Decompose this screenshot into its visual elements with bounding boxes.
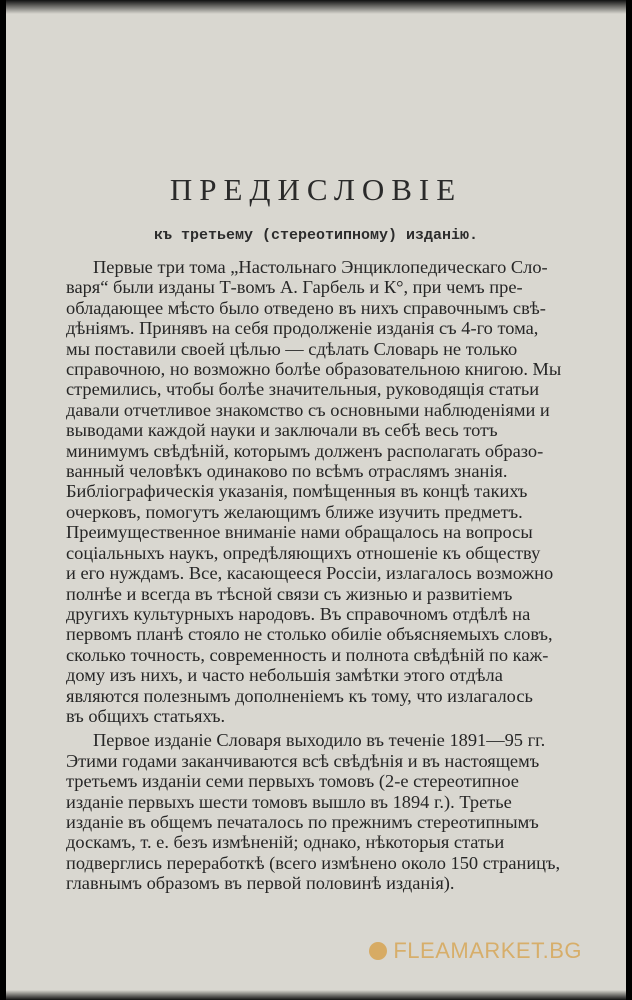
text-line: давали отчетливое знакомство съ основными наблюденіями и [66, 399, 550, 420]
text-line: Первые три тома „Настольнаго Энциклопедическаго Сло- [93, 257, 548, 277]
text-line: въ общихъ статьяхъ. [66, 705, 226, 726]
body-text [66, 257, 594, 894]
text-line: являются полезнымъ дополненіемъ къ тому, что излагалось [66, 685, 533, 706]
text-line: первомъ планѣ стояло не столько обиліе объясняемыхъ словъ, [66, 624, 553, 645]
watermark-logo-icon [369, 942, 387, 960]
text-line: Этими годами заканчиваются всѣ свѣдѣнія и въ настоящемъ [66, 750, 540, 771]
text-line: Первое изданіе Словаря выходило въ теченіе 1891—95 гг. [93, 730, 546, 751]
text-line: Преимущественное вниманіе нами обращалось на вопросы [66, 522, 533, 543]
text-line: дѣніямъ. Принявъ на себя продолженіе изданія съ 4-го тома, [66, 318, 539, 339]
text-line: справочною, но возможно болѣе образовательною книгою. Мы [66, 359, 562, 380]
text-line: полнѣе и всегда въ тѣсной связи съ жизнью и развитіемъ [66, 583, 513, 604]
text-line: подверглись переработкѣ (всего измѣнено около 150 страницъ, [66, 852, 561, 873]
text-line: и его нуждамъ. Все, касающееся Россіи, излагалось возможно [66, 563, 554, 584]
page-subtitle: къ третьему (стереотипному) изданію. [153, 227, 479, 244]
text-line: главнымъ образомъ въ первой половинѣ изданія). [66, 873, 455, 894]
text-line: Библіографическія указанія, помѣщенныя въ концѣ такихъ [66, 481, 528, 502]
text-line: стремились, чтобы болѣе значительныя, руководящія статьи [66, 379, 540, 400]
text-line: варя“ были изданы Т-вомъ А. Гарбель и К°, при чемъ пре- [66, 277, 523, 298]
text-line: сколько точность, современность и полнота свѣдѣній по каж- [66, 644, 549, 665]
watermark-text: FLEAMARKET.BG [393, 938, 582, 963]
text-line: выводами каждой науки и заключали въ себѣ весь тотъ [66, 420, 498, 441]
text-line: мы поставили своей цѣлью — сдѣлать Словарь не только [66, 338, 518, 359]
text-line: соціальныхъ наукъ, опредѣляющихъ отношеніе къ обществу [66, 542, 541, 563]
text-line: очерковъ, помогутъ желающимъ ближе изучить предметъ. [66, 501, 523, 522]
text-line: обладающее мѣсто было отведено въ нихъ справочнымъ свѣ- [66, 297, 546, 318]
text-line: дому изъ нихъ, и часто небольшія замѣтки этого отдѣла [66, 665, 503, 686]
text-line: изданіе первыхъ шести томовъ вышло въ 1894 г.). Третье [66, 791, 512, 812]
page-bottom-shadow [6, 990, 626, 1000]
text-line: минимумъ свѣдѣній, которымъ долженъ располагать образо- [66, 440, 544, 461]
text-line: изданіе въ общемъ печаталось по прежнимъ стереотипнымъ [66, 811, 539, 832]
text-line: третьемъ изданіи семи первыхъ томовъ (2-е стереотипное [66, 771, 519, 792]
book-page [6, 0, 626, 1000]
watermark [369, 938, 582, 964]
page-title: ПРЕДИСЛОВІЕ [169, 172, 463, 207]
paragraph-1 [66, 257, 594, 726]
page-top-shadow [6, 0, 626, 14]
text-line: другихъ культурныхъ народовъ. Въ справочномъ отдѣлѣ на [66, 603, 531, 624]
text-line: доскамъ, т. е. безъ измѣненій; однако, нѣкоторыя статьи [66, 832, 505, 853]
paragraph-2 [66, 730, 594, 893]
text-line: ванный человѣкъ одинаково по всѣмъ отраслямъ знанія. [66, 461, 508, 482]
